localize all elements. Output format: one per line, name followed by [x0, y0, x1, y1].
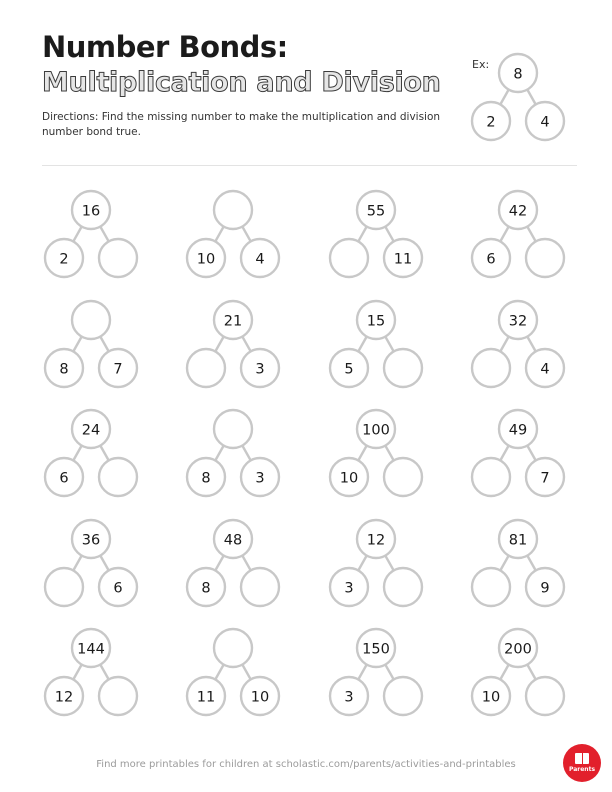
- bond-top-circle-value: 8: [513, 66, 523, 83]
- number-bond-10: [187, 410, 279, 496]
- bond-top-circle: [72, 629, 110, 667]
- bond-top-circle: [357, 301, 395, 339]
- bond-left-circle-value: 5: [344, 361, 354, 378]
- bond-left-circle[interactable]: [187, 349, 225, 387]
- bond-top-circle-value: 32: [508, 313, 528, 330]
- bond-top-circle: [499, 520, 537, 558]
- bond-right-circle-circle: [526, 239, 564, 277]
- bond-left-circle-value: 6: [486, 251, 496, 268]
- bond-top-circle: [499, 301, 537, 339]
- bond-left-circle-value: 12: [54, 689, 74, 706]
- bond-left-circle-value: 8: [59, 361, 69, 378]
- bond-top-circle-value: 48: [223, 532, 243, 549]
- bond-top-circle-value: 15: [366, 313, 386, 330]
- bond-right-circle-value: 3: [255, 361, 265, 378]
- bond-right-circle-circle: [241, 568, 279, 606]
- bond-left-circle: [472, 677, 510, 715]
- bond-left-circle-value: 10: [481, 689, 501, 706]
- bond-left-circle: [187, 568, 225, 606]
- bond-left-circle: [45, 677, 83, 715]
- bond-top-circle-value: 42: [508, 203, 528, 220]
- number-bond-13: [45, 520, 137, 606]
- bond-right-circle-circle: [384, 677, 422, 715]
- bond-right-circle: [526, 458, 564, 496]
- bond-right-circle: [241, 349, 279, 387]
- bond-left-circle-circle: [187, 349, 225, 387]
- bond-right-circle-value: 3: [255, 470, 265, 487]
- bond-right-circle[interactable]: [384, 568, 422, 606]
- number-bond-3: [330, 191, 422, 277]
- bond-top-circle-circle: [214, 629, 252, 667]
- bond-right-circle: [241, 239, 279, 277]
- bond-left-circle: [187, 677, 225, 715]
- bond-top-circle-value: 24: [81, 422, 101, 439]
- number-bond-18: [187, 629, 279, 715]
- bond-top-circle-value: 81: [508, 532, 528, 549]
- bond-top-circle: [72, 520, 110, 558]
- bond-top-circle: [499, 191, 537, 229]
- bond-left-circle[interactable]: [472, 458, 510, 496]
- bond-left-circle-value: 10: [339, 470, 359, 487]
- number-bond-9: [45, 410, 137, 496]
- bond-top-circle[interactable]: [72, 301, 110, 339]
- bond-top-circle: [214, 301, 252, 339]
- bond-left-circle: [187, 458, 225, 496]
- bond-top-circle-value: 100: [362, 422, 390, 439]
- number-bond-20: [472, 629, 564, 715]
- number-bond-7: [330, 301, 422, 387]
- bond-right-circle-circle: [384, 568, 422, 606]
- bond-top-circle: [357, 629, 395, 667]
- bond-left-circle-circle: [472, 458, 510, 496]
- bond-right-circle: [99, 349, 137, 387]
- bond-right-circle[interactable]: [384, 677, 422, 715]
- bond-right-circle-value: 7: [540, 470, 550, 487]
- example-label: Ex:: [472, 58, 490, 71]
- bond-top-circle: [214, 520, 252, 558]
- bond-left-circle[interactable]: [45, 568, 83, 606]
- bond-right-circle-circle: [99, 458, 137, 496]
- bond-top-circle-value: 12: [366, 532, 386, 549]
- bond-right-circle-value: 11: [393, 251, 413, 268]
- bond-right-circle-value: 9: [540, 580, 550, 597]
- book-icon: [575, 753, 589, 764]
- bond-top-circle-circle: [214, 191, 252, 229]
- bond-top-circle: [499, 54, 537, 92]
- bond-top-circle-value: 36: [81, 532, 101, 549]
- bond-top-circle-value: 144: [77, 641, 105, 658]
- bond-left-circle-circle: [330, 239, 368, 277]
- bond-right-circle-value: 4: [540, 361, 550, 378]
- bond-left-circle[interactable]: [472, 568, 510, 606]
- bond-top-circle: [357, 520, 395, 558]
- bond-right-circle[interactable]: [526, 677, 564, 715]
- bond-left-circle-circle: [472, 349, 510, 387]
- number-bond-16: [472, 520, 564, 606]
- logo-text: Parents: [568, 766, 596, 773]
- bond-top-circle: [499, 410, 537, 448]
- bond-left-circle: [45, 458, 83, 496]
- bond-top-circle: [72, 410, 110, 448]
- number-bond-1: [45, 191, 137, 277]
- number-bond-11: [330, 410, 422, 496]
- number-bond-2: [187, 191, 279, 277]
- bond-right-circle-circle: [384, 458, 422, 496]
- bond-right-circle: [384, 239, 422, 277]
- bond-left-circle-value: 8: [201, 470, 211, 487]
- bond-right-circle-circle: [384, 349, 422, 387]
- number-bond-15: [330, 520, 422, 606]
- bond-left-circle: [330, 458, 368, 496]
- bond-left-circle: [330, 568, 368, 606]
- bond-right-circle-circle: [526, 677, 564, 715]
- bond-top-circle: [357, 191, 395, 229]
- number-bond-4: [472, 191, 564, 277]
- bond-right-circle: [526, 568, 564, 606]
- bond-top-circle: [499, 629, 537, 667]
- bond-left-circle: [45, 349, 83, 387]
- example-bond: [472, 54, 564, 140]
- number-bond-19: [330, 629, 422, 715]
- bond-top-circle[interactable]: [214, 191, 252, 229]
- number-bond-14: [187, 520, 279, 606]
- bond-left-circle-value: 6: [59, 470, 69, 487]
- bond-right-circle[interactable]: [241, 568, 279, 606]
- bond-left-circle: [472, 102, 510, 140]
- bond-top-circle: [357, 410, 395, 448]
- bond-left-circle: [330, 349, 368, 387]
- bond-left-circle-value: 2: [486, 114, 496, 131]
- bond-left-circle-circle: [472, 568, 510, 606]
- bond-right-circle: [241, 677, 279, 715]
- number-bond-17: [45, 629, 137, 715]
- bond-right-circle-circle: [99, 239, 137, 277]
- bond-top-circle[interactable]: [214, 629, 252, 667]
- bond-left-circle: [187, 239, 225, 277]
- bond-top-circle-value: 49: [508, 422, 528, 439]
- bond-right-circle-value: 10: [250, 689, 270, 706]
- directions-text: Directions: Find the missing number to make the multiplication and division number bond true.: [42, 111, 441, 138]
- bond-left-circle: [45, 239, 83, 277]
- bond-right-circle: [526, 102, 564, 140]
- bond-left-circle-value: 3: [344, 580, 354, 597]
- bond-left-circle-value: 11: [196, 689, 216, 706]
- bond-top-circle-value: 55: [366, 203, 386, 220]
- bond-right-circle-circle: [99, 677, 137, 715]
- bond-top-circle-circle: [214, 410, 252, 448]
- bond-right-circle-value: 6: [113, 580, 123, 597]
- bond-top-circle[interactable]: [214, 410, 252, 448]
- bond-top-circle-value: 200: [504, 641, 532, 658]
- bond-right-circle: [99, 568, 137, 606]
- bond-right-circle[interactable]: [99, 458, 137, 496]
- bond-right-circle[interactable]: [384, 349, 422, 387]
- bond-left-circle[interactable]: [330, 239, 368, 277]
- bond-right-circle[interactable]: [99, 677, 137, 715]
- bond-right-circle[interactable]: [526, 239, 564, 277]
- number-bond-12: [472, 410, 564, 496]
- bond-left-circle-value: 3: [344, 689, 354, 706]
- number-bond-5: [45, 301, 137, 387]
- bond-right-circle[interactable]: [384, 458, 422, 496]
- bond-top-circle-value: 150: [362, 641, 390, 658]
- footer-text: Find more printables for children at scholastic.com/parents/activities-and-printables: [96, 759, 516, 770]
- bond-right-circle-value: 7: [113, 361, 123, 378]
- bond-right-circle: [526, 349, 564, 387]
- bond-left-circle: [472, 239, 510, 277]
- title-line-1: Number Bonds:: [42, 30, 288, 64]
- bond-left-circle-value: 2: [59, 251, 69, 268]
- parents-logo[interactable]: [563, 744, 601, 782]
- bond-right-circle: [241, 458, 279, 496]
- bond-top-circle-circle: [72, 301, 110, 339]
- bond-top-circle-value: 21: [223, 313, 243, 330]
- bond-left-circle[interactable]: [472, 349, 510, 387]
- bond-left-circle: [330, 677, 368, 715]
- number-bond-8: [472, 301, 564, 387]
- title-line-2: Multiplication and Division: [42, 67, 441, 98]
- bond-left-circle-value: 10: [196, 251, 216, 268]
- bond-top-circle: [72, 191, 110, 229]
- bond-top-circle-value: 16: [81, 203, 101, 220]
- bond-right-circle-value: 4: [255, 251, 265, 268]
- number-bond-6: [187, 301, 279, 387]
- bond-right-circle-value: 4: [540, 114, 550, 131]
- bond-left-circle-circle: [45, 568, 83, 606]
- bond-right-circle[interactable]: [99, 239, 137, 277]
- bond-left-circle-value: 8: [201, 580, 211, 597]
